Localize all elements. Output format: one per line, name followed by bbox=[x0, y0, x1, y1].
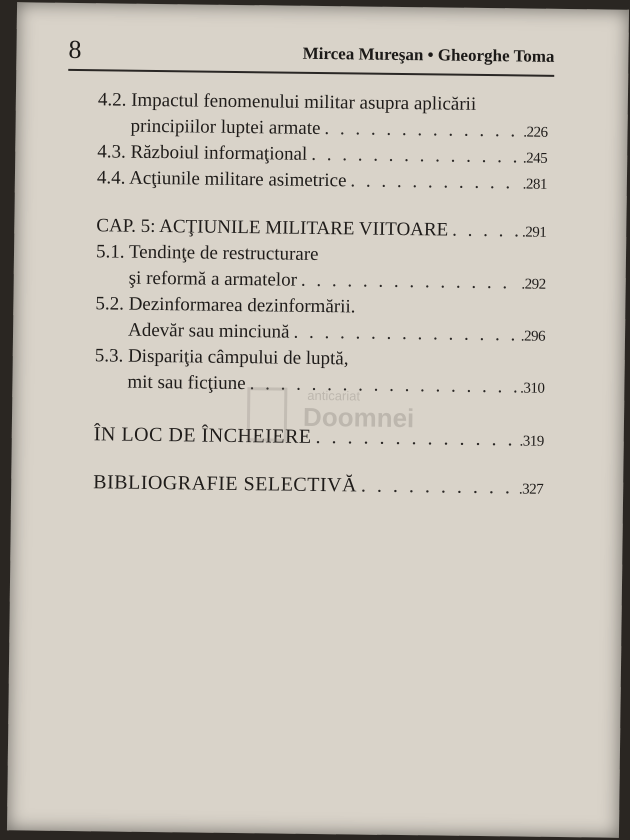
dot-leader bbox=[301, 268, 518, 297]
toc-entry-title: 4.4. Acţiunile militare asimetrice bbox=[96, 167, 347, 192]
toc-entry-title: Adevăr sau minciună bbox=[127, 319, 290, 343]
toc-entry-title: 4.3. Războiul informaţional bbox=[97, 141, 308, 165]
toc-entry bbox=[97, 165, 547, 196]
watermark-frame-icon bbox=[247, 387, 288, 441]
running-head-authors: Mircea Mureşan • Gheorghe Toma bbox=[302, 43, 555, 66]
toc-entry-title: 4.2. Impactul fenomenului militar asupra aplicării bbox=[97, 89, 477, 115]
toc-section-entry bbox=[93, 469, 543, 500]
dot-leader bbox=[350, 168, 518, 196]
book-page bbox=[7, 2, 629, 837]
toc-page-number: .327 bbox=[518, 481, 544, 498]
toc-entry-title: şi reformă a armatelor bbox=[128, 267, 298, 291]
toc-entry-title: 5.3. Dispariţia câmpului de luptă, bbox=[94, 345, 349, 370]
toc-page-number: .310 bbox=[520, 380, 545, 397]
toc-page-number: .292 bbox=[521, 276, 546, 293]
toc-section-title: BIBLIOGRAFIE SELECTIVĂ bbox=[93, 471, 358, 497]
toc-page-number: .296 bbox=[520, 328, 546, 345]
toc-entry-title: mit sau ficţiune bbox=[127, 371, 246, 395]
dot-leader bbox=[293, 320, 517, 349]
dot-leader bbox=[361, 473, 515, 501]
toc-page-number: .319 bbox=[519, 433, 544, 450]
toc-chapter-title: CAP. 5: ACŢIUNILE MILITARE VIITOARE bbox=[96, 215, 449, 241]
toc-page-number: .281 bbox=[522, 176, 547, 193]
toc-entry-title: 5.1. Tendinţe de restructurare bbox=[95, 241, 319, 265]
dot-leader bbox=[324, 116, 519, 144]
page-number: 8 bbox=[68, 34, 82, 65]
watermark-text-small: anticariat bbox=[307, 387, 361, 404]
dot-leader bbox=[311, 142, 519, 171]
toc-page-number: .245 bbox=[522, 150, 548, 167]
toc-page-number: .226 bbox=[523, 124, 548, 141]
dot-leader bbox=[452, 218, 518, 245]
watermark-logo bbox=[247, 387, 418, 451]
toc-entry-title: principiilor luptei armate bbox=[130, 115, 321, 140]
toc-entry-title: 5.2. Dezinformarea dezinformării. bbox=[95, 293, 356, 318]
watermark-text-large: Doomnei bbox=[302, 401, 415, 434]
page-header bbox=[68, 29, 554, 75]
toc-section-title: ÎN LOC DE ÎNCHEIERE bbox=[93, 423, 312, 448]
toc-page-number: .291 bbox=[521, 224, 547, 241]
